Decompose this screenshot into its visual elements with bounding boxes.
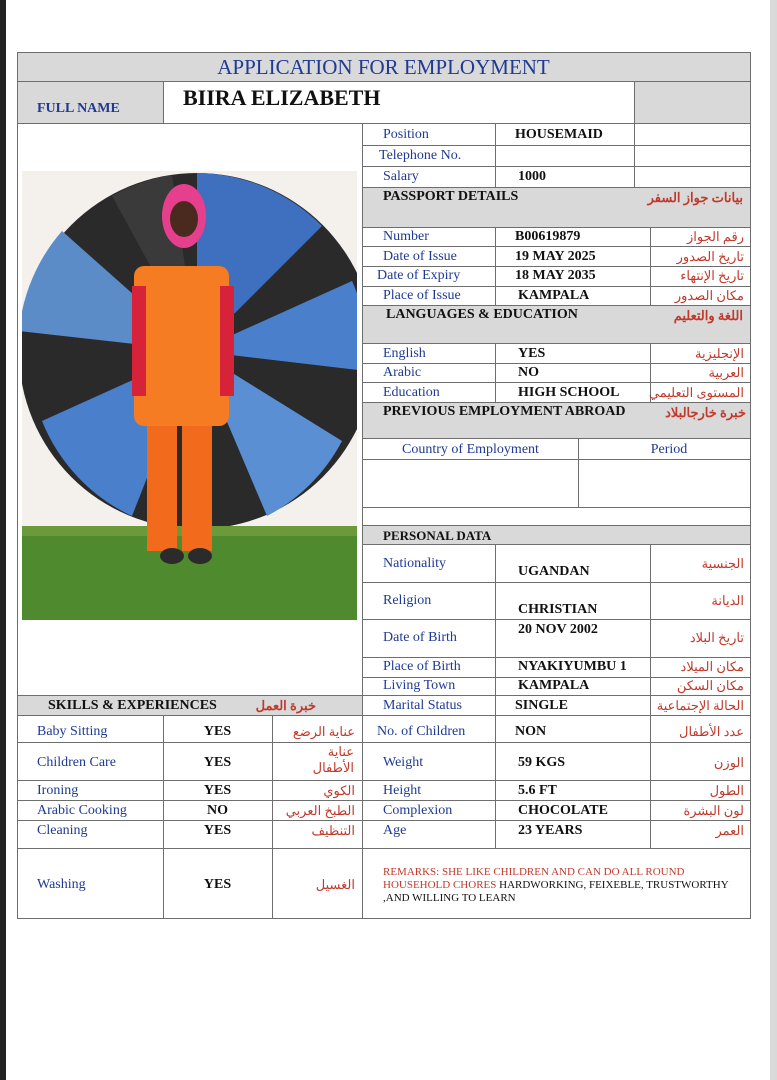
passport-number-label: Number [383, 229, 429, 244]
skills-header: SKILLS & EXPERIENCES [48, 698, 217, 713]
remarks-rest: HARDWORKING, FEIXEBLE, TRUSTWORTHY ,AND WILLING TO LEARN [383, 879, 729, 904]
full-name-blank-cell [634, 81, 750, 123]
height-ar: الطول [709, 783, 744, 798]
ironing-label: Ironing [37, 783, 79, 798]
education-value: HIGH SCHOOL [518, 385, 620, 400]
dob-value: 20 NOV 2002 [518, 622, 598, 637]
remarks-label: REMARKS: [383, 866, 440, 878]
arabic-ar: العربية [708, 365, 744, 380]
english-value: YES [518, 346, 546, 361]
skills-header-ar: خبرة العمل [255, 698, 316, 713]
previous-header: PREVIOUS EMPLOYMENT ABROAD [383, 404, 626, 419]
age-value: 23 YEARS [518, 823, 583, 838]
period-col-header: Period [650, 442, 688, 457]
full-name-label: FULL NAME [37, 101, 120, 116]
complexion-value: CHOCOLATE [518, 803, 608, 818]
nationality-label: Nationality [383, 556, 446, 571]
personal-header: PERSONAL DATA [383, 528, 492, 543]
date-of-expiry-label: Date of Expiry [377, 268, 461, 283]
height-value: 5.6 FT [518, 783, 557, 798]
salary-value: 1000 [518, 169, 546, 184]
form-title: APPLICATION FOR EMPLOYMENT [217, 55, 550, 79]
languages-header: LANGUAGES & EDUCATION [386, 307, 578, 322]
nationality-ar: الجنسية [701, 556, 744, 571]
children-value: NON [515, 724, 547, 739]
passport-number-value: B00619879 [515, 229, 581, 244]
cleaning-value: YES [203, 823, 232, 838]
children-care-label: Children Care [37, 755, 116, 770]
religion-ar: الديانة [711, 593, 744, 608]
page-edge-left [0, 0, 6, 1080]
washing-label: Washing [37, 877, 86, 892]
date-of-expiry-ar: تاريخ الإنتهاء [680, 268, 744, 283]
place-of-birth-value: NYAKIYUMBU 1 [518, 659, 627, 674]
country-col-header: Country of Employment [402, 442, 539, 457]
cleaning-ar: التنظيف [311, 823, 355, 838]
children-care-value: YES [203, 755, 232, 770]
position-label: Position [383, 127, 429, 142]
remarks [383, 866, 743, 905]
position-value: HOUSEMAID [515, 127, 603, 142]
passport-header-ar: بيانات جواز السفر [647, 190, 743, 205]
living-town-value: KAMPALA [518, 678, 590, 693]
nationality-value: UGANDAN [518, 564, 590, 579]
salary-label: Salary [383, 169, 419, 184]
arabic-value: NO [518, 365, 539, 380]
date-of-issue-value: 19 MAY 2025 [515, 249, 596, 264]
living-town-ar: مكان السكن [676, 678, 744, 693]
weight-ar: الوزن [713, 755, 744, 770]
age-label: Age [383, 823, 407, 838]
remarks-highlight: SHE LIKE CHILDREN AND CAN DO ALL ROUND HOUSEHOLD CHORES [383, 866, 685, 891]
washing-value: YES [203, 877, 232, 892]
marital-status-value: SINGLE [515, 698, 568, 713]
washing-ar: الغسيل [315, 877, 355, 892]
date-of-issue-label: Date of Issue [383, 249, 457, 264]
place-of-birth-ar: مكان الميلاد [680, 659, 744, 674]
baby-sitting-ar: عناية الرضع [292, 724, 355, 739]
place-of-birth-label: Place of Birth [383, 659, 461, 674]
weight-label: Weight [383, 755, 424, 770]
arabic-cooking-value: NO [207, 803, 228, 818]
passport-header: PASSPORT DETAILS [383, 189, 519, 204]
dob-label: Date of Birth [383, 630, 457, 645]
living-town-label: Living Town [383, 678, 456, 693]
cleaning-label: Cleaning [37, 823, 88, 838]
children-label: No. of Children [377, 724, 466, 739]
height-label: Height [383, 783, 422, 798]
baby-sitting-label: Baby Sitting [37, 724, 108, 739]
baby-sitting-value: YES [203, 724, 232, 739]
religion-value: CHRISTIAN [518, 602, 598, 617]
education-ar: المستوى التعليمي [648, 385, 744, 400]
place-of-issue-value: KAMPALA [518, 288, 590, 303]
education-label: Education [383, 385, 440, 400]
arabic-label: Arabic [383, 365, 422, 380]
english-ar: الإنجليزية [694, 346, 744, 361]
complexion-label: Complexion [383, 803, 453, 818]
marital-status-label: Marital Status [383, 698, 462, 713]
dob-ar: تاريخ البلاد [689, 630, 744, 645]
weight-value: 59 KGS [518, 755, 566, 770]
ironing-value: YES [203, 783, 232, 798]
applicant-photo [22, 171, 357, 620]
telephone-label: Telephone No. [379, 148, 462, 163]
marital-status-ar: الحالة الإجتماعية [656, 698, 744, 713]
children-care-ar: عناية الأطفال [312, 744, 354, 775]
arabic-cooking-ar: الطبخ العربي [285, 803, 355, 818]
passport-number-ar: رقم الجواز [687, 229, 744, 244]
children-ar: عدد الأطفال [679, 724, 744, 739]
languages-header-ar: اللغة والتعليم [673, 308, 743, 323]
ironing-ar: الكوي [323, 783, 355, 798]
english-label: English [383, 346, 426, 361]
photo-svg [22, 171, 357, 620]
place-of-issue-label: Place of Issue [383, 288, 461, 303]
previous-header-ar: خبرة خارجالبلاد [665, 405, 746, 420]
page-edge-right [770, 0, 777, 1080]
arabic-cooking-label: Arabic Cooking [37, 803, 127, 818]
applicant-name: BIIRA ELIZABETH [183, 85, 381, 110]
date-of-expiry-value: 18 MAY 2035 [515, 268, 596, 283]
date-of-issue-ar: تاريخ الصدور [676, 249, 744, 264]
complexion-ar: لون البشرة [683, 803, 744, 818]
place-of-issue-ar: مكان الصدور [674, 288, 744, 303]
age-ar: العمر [715, 823, 744, 838]
religion-label: Religion [383, 593, 432, 608]
